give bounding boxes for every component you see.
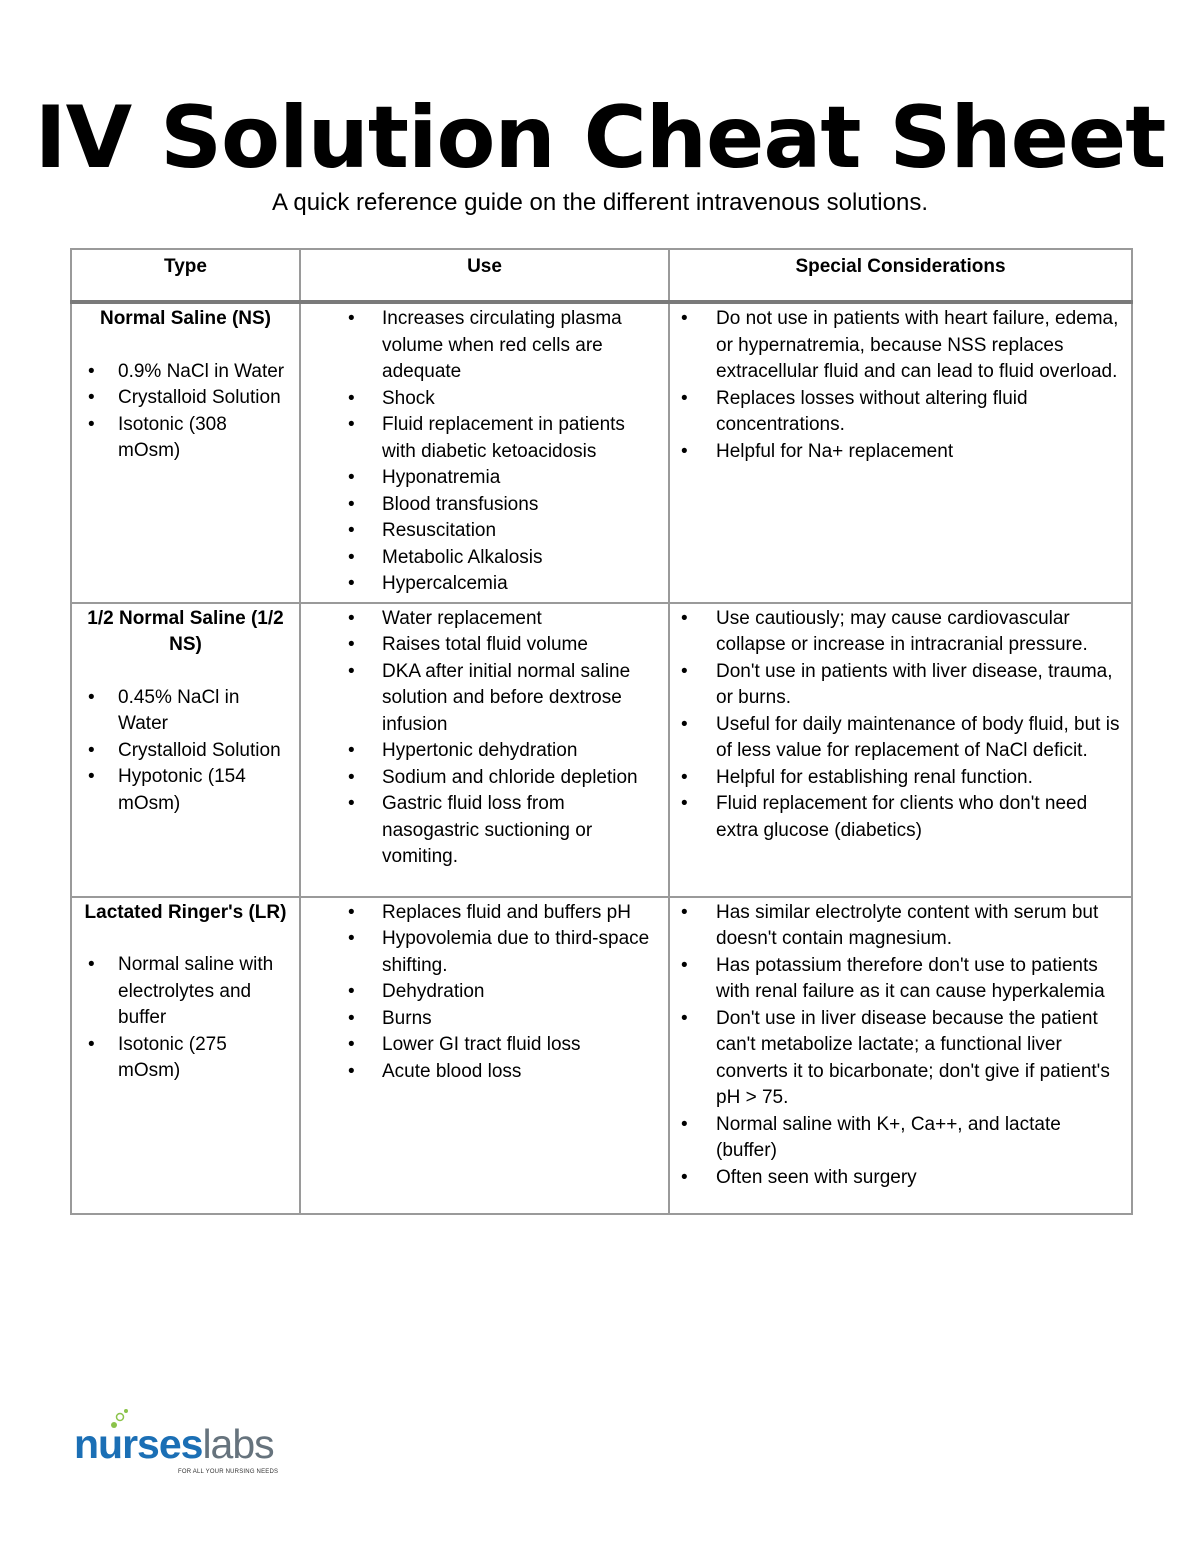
list-item: • Helpful for establishing renal function. <box>680 765 1121 792</box>
iv-solutions-table <box>70 248 1133 1215</box>
list-item: • Has potassium therefore don't use to patients with renal failure as it can cause hyperkalemia <box>680 953 1121 1006</box>
nurseslabs-logo <box>74 1418 279 1480</box>
considerations-cell <box>669 603 1132 897</box>
table-row <box>71 603 1132 897</box>
logo-wordmark: nurseslabs <box>74 1421 274 1467</box>
use-cell <box>300 897 669 1214</box>
list-item: • Hyponatremia <box>311 465 658 492</box>
list-item: • Do not use in patients with heart failure, edema, or hypernatremia, because NSS replaces extracellular fluid and can lead to fluid overload. <box>680 306 1121 386</box>
page-subtitle: A quick reference guide on the different intravenous solutions. <box>272 189 928 216</box>
list-item: • Hypotonic (154 mOsm) <box>82 764 289 817</box>
considerations-list <box>680 900 1121 1192</box>
column-header-use: Use <box>300 249 669 302</box>
list-item: • Isotonic (275 mOsm) <box>82 1032 289 1085</box>
list-item: • Crystalloid Solution <box>82 385 289 412</box>
list-item: • Increases circulating plasma volume when red cells are adequate <box>311 306 658 386</box>
list-item: • Raises total fluid volume <box>311 632 658 659</box>
list-item: • Blood transfusions <box>311 492 658 519</box>
solution-details-list <box>82 685 289 818</box>
list-item: • Metabolic Alkalosis <box>311 545 658 572</box>
list-item: • Normal saline with electrolytes and buffer <box>82 952 289 1032</box>
considerations-list <box>680 606 1121 845</box>
considerations-cell <box>669 302 1132 603</box>
use-cell <box>300 603 669 897</box>
list-item: • Hypertonic dehydration <box>311 738 658 765</box>
list-item: • Fluid replacement for clients who don't need extra glucose (diabetics) <box>680 791 1121 844</box>
list-item: • Fluid replacement in patients with diabetic ketoacidosis <box>311 412 658 465</box>
list-item: • Resuscitation <box>311 518 658 545</box>
type-cell <box>71 302 300 603</box>
solution-name: Normal Saline (NS) <box>99 308 272 329</box>
list-item: • Replaces fluid and buffers pH <box>311 900 658 927</box>
use-list <box>311 306 658 598</box>
page-title: IV Solution Cheat Sheet <box>34 88 1166 188</box>
list-item: • Helpful for Na+ replacement <box>680 439 1121 466</box>
table-row <box>71 302 1132 603</box>
list-item: • 0.45% NaCl in Water <box>82 685 289 738</box>
list-item: • Dehydration <box>311 979 658 1006</box>
list-item: • Gastric fluid loss from nasogastric suctioning or vomiting. <box>311 791 658 871</box>
table-header-row <box>71 249 1132 302</box>
column-header-special-considerations: Special Considerations <box>669 249 1132 302</box>
type-cell <box>71 603 300 897</box>
list-item: • Acute blood loss <box>311 1059 658 1086</box>
list-item: • Use cautiously; may cause cardiovascular collapse or increase in intracranial pressure. <box>680 606 1121 659</box>
logo-tagline: FOR ALL YOUR NURSING NEEDS <box>178 1469 279 1475</box>
table-row <box>71 897 1132 1214</box>
use-cell <box>300 302 669 603</box>
use-list <box>311 900 658 1086</box>
use-list <box>311 606 658 871</box>
list-item: • Replaces losses without altering fluid concentrations. <box>680 386 1121 439</box>
list-item: • Hypovolemia due to third-space shifting. <box>311 926 658 979</box>
considerations-cell <box>669 897 1132 1214</box>
list-item: • 0.9% NaCl in Water <box>82 359 289 386</box>
solution-details-list <box>82 359 289 465</box>
type-cell <box>71 897 300 1214</box>
list-item: • Useful for daily maintenance of body fluid, but is of less value for replacement of NaCl deficit. <box>680 712 1121 765</box>
list-item: • Lower GI tract fluid loss <box>311 1032 658 1059</box>
list-item: • Don't use in patients with liver disease, trauma, or burns. <box>680 659 1121 712</box>
list-item: • Hypercalcemia <box>311 571 658 598</box>
list-item: • Often seen with surgery <box>680 1165 1121 1192</box>
column-header-type: Type <box>71 249 300 302</box>
solution-name: 1/2 Normal Saline (1/2 NS) <box>87 607 284 655</box>
considerations-list <box>680 306 1121 465</box>
list-item: • Isotonic (308 mOsm) <box>82 412 289 465</box>
list-item: • Burns <box>311 1006 658 1033</box>
list-item: • Shock <box>311 386 658 413</box>
solution-details-list <box>82 952 289 1085</box>
solution-name: Lactated Ringer's (LR) <box>84 901 287 923</box>
list-item: • Water replacement <box>311 606 658 633</box>
list-item: • Normal saline with K+, Ca++, and lactate (buffer) <box>680 1112 1121 1165</box>
list-item: • DKA after initial normal saline solution and before dextrose infusion <box>311 659 658 739</box>
list-item: • Don't use in liver disease because the patient can't metabolize lactate; a functional liver converts it to bicarbonate; don't give if patient's pH > 75. <box>680 1006 1121 1112</box>
list-item: • Has similar electrolyte content with serum but doesn't contain magnesium. <box>680 900 1121 953</box>
list-item: • Sodium and chloride depletion <box>311 765 658 792</box>
list-item: • Crystalloid Solution <box>82 738 289 765</box>
